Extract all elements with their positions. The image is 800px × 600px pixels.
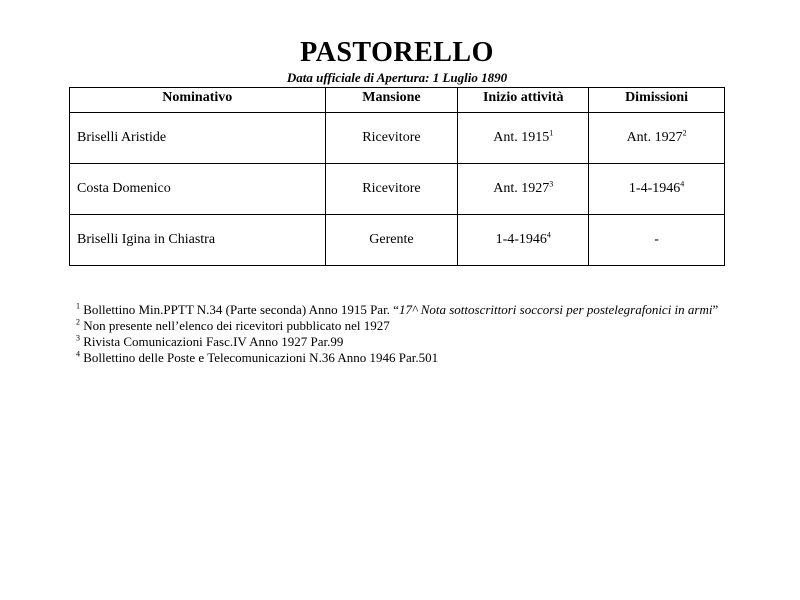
footnote-text: Bollettino delle Poste e Telecomunicazioni N.36 Anno 1946 Par.501	[83, 350, 439, 365]
table-row	[70, 215, 725, 266]
header-nominativo: Nominativo	[70, 88, 326, 113]
table-row	[70, 164, 725, 215]
footnote-ref: 4	[680, 179, 685, 189]
footnote-ref: 1	[549, 128, 554, 138]
cell-nominativo: Briselli Igina in Chiastra	[70, 215, 326, 266]
cell-nominativo: Briselli Aristide	[70, 113, 326, 164]
cell-inizio	[458, 215, 589, 266]
cell-mansione: Ricevitore	[325, 164, 458, 215]
cell-nominativo: Costa Domenico	[70, 164, 326, 215]
cell-inizio-text: Ant. 1915	[493, 130, 550, 145]
cell-inizio	[458, 113, 589, 164]
footnote-number: 2	[76, 317, 80, 327]
footnote-text: Bollettino Min.PPTT N.34 (Parte seconda) Anno 1915 Par. “	[83, 302, 399, 317]
footnotes	[76, 302, 736, 366]
footnote-1	[76, 302, 736, 318]
cell-inizio-text: Ant. 1927	[493, 181, 550, 196]
footnote-ref: 2	[682, 128, 687, 138]
footnote-italic-text: 17^ Nota sottoscrittori soccorsi per postelegrafonici in armi	[398, 302, 713, 317]
footnote-3	[76, 334, 736, 350]
cell-dimissioni-text: -	[654, 232, 659, 247]
page-title: PASTORELLO	[300, 37, 494, 68]
cell-inizio-text: 1-4-1946	[495, 232, 547, 247]
cell-mansione: Gerente	[325, 215, 458, 266]
footnote-2	[76, 318, 736, 334]
footnote-text: Rivista Comunicazioni Fasc.IV Anno 1927 Par.99	[83, 334, 344, 349]
footnote-number: 1	[76, 301, 80, 311]
header-mansione: Mansione	[325, 88, 458, 113]
cell-dimissioni	[589, 113, 725, 164]
footnote-number: 3	[76, 333, 80, 343]
footnote-text: Non presente nell’elenco dei ricevitori pubblicato nel 1927	[83, 318, 390, 333]
footnote-ref: 3	[549, 179, 554, 189]
footnote-number: 4	[76, 349, 80, 359]
header-dimissioni: Dimissioni	[589, 88, 725, 113]
staff-table	[69, 87, 725, 266]
cell-dimissioni-text: 1-4-1946	[628, 181, 681, 196]
cell-dimissioni	[589, 215, 725, 266]
footnote-4	[76, 350, 736, 366]
cell-dimissioni	[589, 164, 725, 215]
cell-mansione: Ricevitore	[325, 113, 458, 164]
cell-dimissioni-text: Ant. 1927	[626, 130, 683, 145]
table-row	[70, 113, 725, 164]
header-inizio-attivita: Inizio attività	[458, 88, 589, 113]
opening-date-subtitle: Data ufficiale di Apertura: 1 Luglio 1890	[286, 70, 508, 85]
table-header-row	[70, 88, 725, 113]
footnote-closing-quote: ”	[712, 302, 719, 317]
footnote-ref: 4	[546, 230, 551, 240]
cell-inizio	[458, 164, 589, 215]
